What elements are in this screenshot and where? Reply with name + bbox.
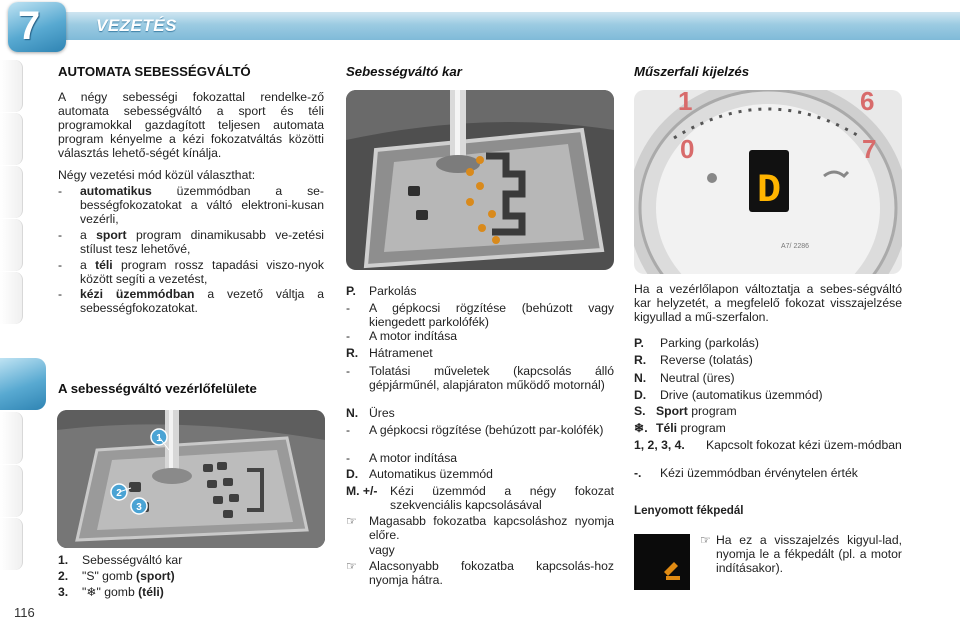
lever-item-text: Magasabb fokozatba kapcsoláshoz nyomja előre. [369, 514, 614, 542]
dashboard-gauge-image [634, 90, 902, 274]
indicator-text: Parking (parkolás) [660, 336, 759, 350]
side-tab [0, 465, 23, 517]
side-tab [0, 412, 23, 464]
lever-item-key: ☞ [346, 559, 357, 573]
brake-bullet: ☞ [700, 533, 711, 547]
brake-indicator-box [634, 534, 690, 590]
header-title: VEZETÉS [96, 16, 177, 35]
indicator-program-suffix: program [677, 421, 726, 435]
list-dash: - [58, 287, 63, 301]
panel-label-2: 2 [116, 488, 122, 499]
dial-number-0: 0 [680, 134, 695, 164]
indicator-program-suffix: program [687, 404, 737, 418]
modes-lead: Négy vezetési mód közül választhat: [58, 168, 256, 182]
control-panel-image [57, 410, 325, 548]
side-tab [0, 219, 23, 271]
indicator-key: 1, 2, 3, 4. [634, 438, 685, 452]
side-tab [0, 113, 23, 165]
lever-item-text: A gépkocsi rögzítése (behúzott par-kolófék) [369, 423, 604, 437]
side-tab [0, 518, 23, 570]
brake-heading: Lenyomott fékpedál [634, 504, 744, 517]
panel-label-3: 3 [136, 502, 142, 513]
indicator-key: S. [634, 404, 646, 418]
lever-item-key: - [346, 423, 351, 437]
header-band [56, 12, 960, 40]
indicator-text [656, 421, 902, 435]
indicator-text: Reverse (tolatás) [660, 353, 753, 367]
page-number: 116 [14, 605, 35, 620]
indicator-program-name: Sport [656, 404, 688, 418]
indicator-key: -. [634, 466, 642, 480]
lever-item-key: - [346, 451, 351, 465]
legend-item-1: 1. Sebességváltó kar [58, 553, 183, 567]
mode-item-winter: a téli program rossz tapadási viszo-nyok között segíti a vezetést, [80, 258, 324, 286]
intro-paragraph: A négy sebességi fokozattal rendelke-ző automata sebességváltó a sport és téli programokkal gazdagított teljesen automata program kényelme a kézi fokozatváltás közötti választás lehető-ségét kínálja. [58, 90, 324, 160]
list-dash: - [58, 228, 63, 242]
lever-item-key: ☞ [346, 514, 357, 528]
lever-item-text: Hátramenet [369, 346, 433, 360]
lever-item-text: vagy [369, 543, 395, 557]
gear-display-letter: D [756, 169, 782, 214]
lever-item-text: Tolatási műveletek (kapcsolás álló gépjárműnél, alapjáraton működő motornál) [369, 364, 614, 392]
lever-item-key: - [346, 301, 351, 315]
lever-item-text: Parkolás [369, 284, 417, 298]
indicator-text: Drive (automatikus üzemmód) [660, 388, 823, 402]
dashboard-intro: Ha a vezérlőlapon változtatja a sebes-ségváltó kar helyzetét, a megfelelő fokozat visszajelzése kigyullad a mű-szerfalon. [634, 282, 902, 324]
lever-item-text: A motor indítása [369, 329, 458, 343]
lever-item-text: A gépkocsi rögzítése (behúzott vagy kiengedett parkolófék) [369, 301, 614, 329]
dial-number-1: 1 [678, 90, 693, 116]
brake-pedal-icon [664, 562, 678, 576]
lever-item-text: Üres [369, 406, 395, 420]
legend-item-3: 3. "❄" gomb (téli) [58, 585, 164, 599]
indicator-text [656, 404, 902, 418]
indicator-text: Kézi üzemmódban érvénytelen érték [660, 466, 858, 480]
side-tab [0, 166, 23, 218]
lever-item-key: P. [346, 284, 356, 298]
lever-item-key: - [346, 329, 351, 343]
lever-item-text: A motor indítása [369, 451, 458, 465]
dial-number-6: 6 [860, 90, 875, 116]
indicator-text: Neutral (üres) [660, 371, 735, 385]
side-tab [0, 60, 23, 112]
indicator-key: R. [634, 353, 647, 367]
lever-item-text: Automatikus üzemmód [369, 467, 493, 481]
side-tab [0, 272, 23, 324]
lever-item-key: - [346, 364, 351, 378]
dial-number-7: 7 [862, 134, 877, 164]
lever-item-key: N. [346, 406, 359, 420]
mode-item-automatic: automatikus üzemmódban a se-bességfokozatokat a váltó elektroni-kusan vezérli, [80, 184, 324, 226]
indicator-key: D. [634, 388, 647, 402]
mode-item-manual: kézi üzemmódban a vezető váltja a sebességfokozatokat. [80, 287, 324, 315]
lever-item-text: Alacsonyabb fokozatba kapcsolás-hoz nyomja hátra. [369, 559, 614, 587]
lever-item-key: M. +/- [346, 484, 378, 498]
indicator-key: ❄. [634, 421, 648, 435]
indicator-text: Kapcsolt fokozat kézi üzem-módban [706, 438, 902, 452]
image-code: A7/ 2286 [781, 243, 810, 250]
list-dash: - [58, 184, 63, 198]
indicator-key: P. [634, 336, 644, 350]
list-dash: - [58, 258, 63, 272]
section-heading-lever: Sebességváltó kar [346, 64, 462, 79]
section-heading-panel: A sebességváltó vezérlőfelülete [58, 381, 257, 396]
mode-item-sport: a sport program dinamikusabb ve-zetési stílust tesz lehetővé, [80, 228, 325, 256]
legend-item-2: 2. "S" gomb (sport) [58, 569, 175, 583]
lever-item-key: R. [346, 346, 359, 360]
gear-lever-image [346, 90, 614, 270]
section-heading-automatic: AUTOMATA SEBESSÉGVÁLTÓ [58, 64, 251, 79]
lever-item-key: D. [346, 467, 359, 481]
side-tab-active [0, 358, 46, 410]
brake-text: Ha ez a visszajelzés kigyul-lad, nyomja le a fékpedált (pl. a motor indításakor). [716, 533, 902, 575]
panel-label-1: 1 [156, 433, 162, 444]
chapter-number: 7 [18, 4, 41, 48]
section-heading-dashboard: Műszerfali kijelzés [634, 64, 750, 79]
indicator-key: N. [634, 371, 647, 385]
indicator-program-name: Téli [656, 421, 677, 435]
lever-item-text: Kézi üzemmód a négy fokozat szekvenciális kapcsolásával [390, 484, 614, 512]
